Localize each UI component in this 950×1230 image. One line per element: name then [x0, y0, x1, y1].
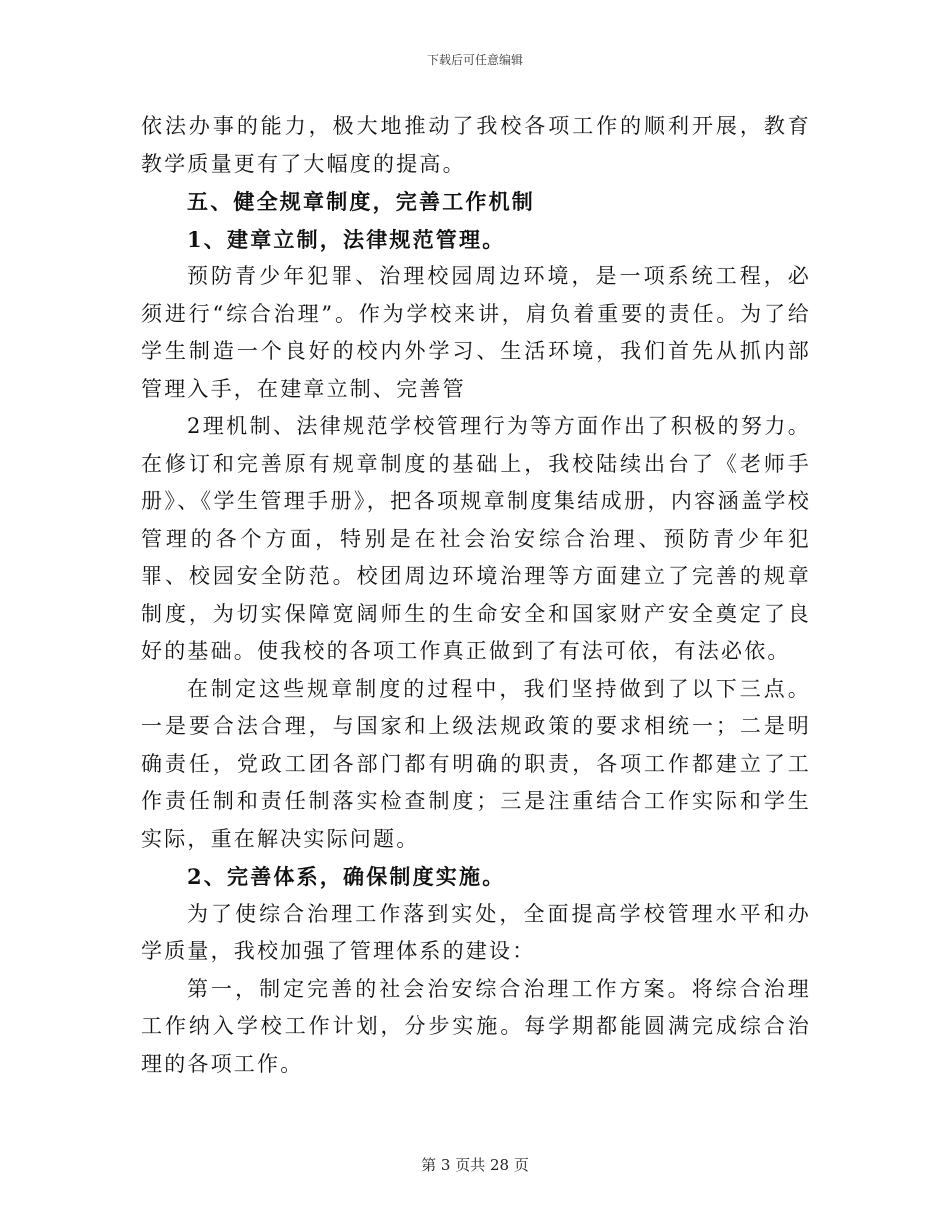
paragraph-continuation: 依法办事的能力，极大地推动了我校各项工作的顺利开展，教育教学质量更有了大幅度的提高。	[141, 114, 811, 176]
paragraph: 为了使综合治理工作落到实处，全面提高学校管理水平和办学质量，我校加强了管理体系的建设：	[141, 901, 811, 963]
document-body	[141, 108, 811, 1083]
paragraph: 第一，制定完善的社会治安综合治理工作方案。将综合治理工作纳入学校工作计划，分步实施。每学期都能圆满完成综合治理的各项工作。	[141, 976, 811, 1076]
page-header: 下载后可任意编辑	[426, 53, 523, 67]
subsection-heading-2: 2、完善体系，确保制度实施。	[187, 864, 506, 889]
paragraph: 在制定这些规章制度的过程中，我们坚持做到了以下三点。一是要合法合理，与国家和上级法规政策的要求相统一；二是明确责任，党政工团各部门都有明确的职责，各项工作都建立了工作责任制和责任制落实检查制度；三是注重结合工作实际和学生实际，重在解决实际问题。	[141, 676, 811, 851]
page-footer: 第 3 页共 28 页	[421, 1156, 529, 1174]
subsection-heading-1: 1、建章立制，法律规范管理。	[187, 226, 506, 252]
paragraph: 2理机制、法律规范学校管理行为等方面作出了积极的努力。在修订和完善原有规章制度的基础上，我校陆续出台了《老师手册》、《学生管理手册》，把各项规章制度集结成册，内容涵盖学校管理的各个方面，特别是在社会治安综合治理、预防青少年犯罪、校园安全防范。校团周边环境治理等方面建立了完善的规章制度，为切实保障宽阔师生的生命安全和国家财产安全奠定了良好的基础。使我校的各项工作真正做到了有法可依，有法必依。	[141, 414, 811, 663]
section-heading: 五、健全规章制度，完善工作机制	[187, 189, 535, 214]
paragraph: 预防青少年犯罪、治理校园周边环境，是一项系统工程，必须进行“综合治理”。作为学校来讲，肩负着重要的责任。为了给学生制造一个良好的校内外学习、生活环境，我们首先从抓内部管理入手，在建章立制、完善管	[141, 264, 811, 401]
